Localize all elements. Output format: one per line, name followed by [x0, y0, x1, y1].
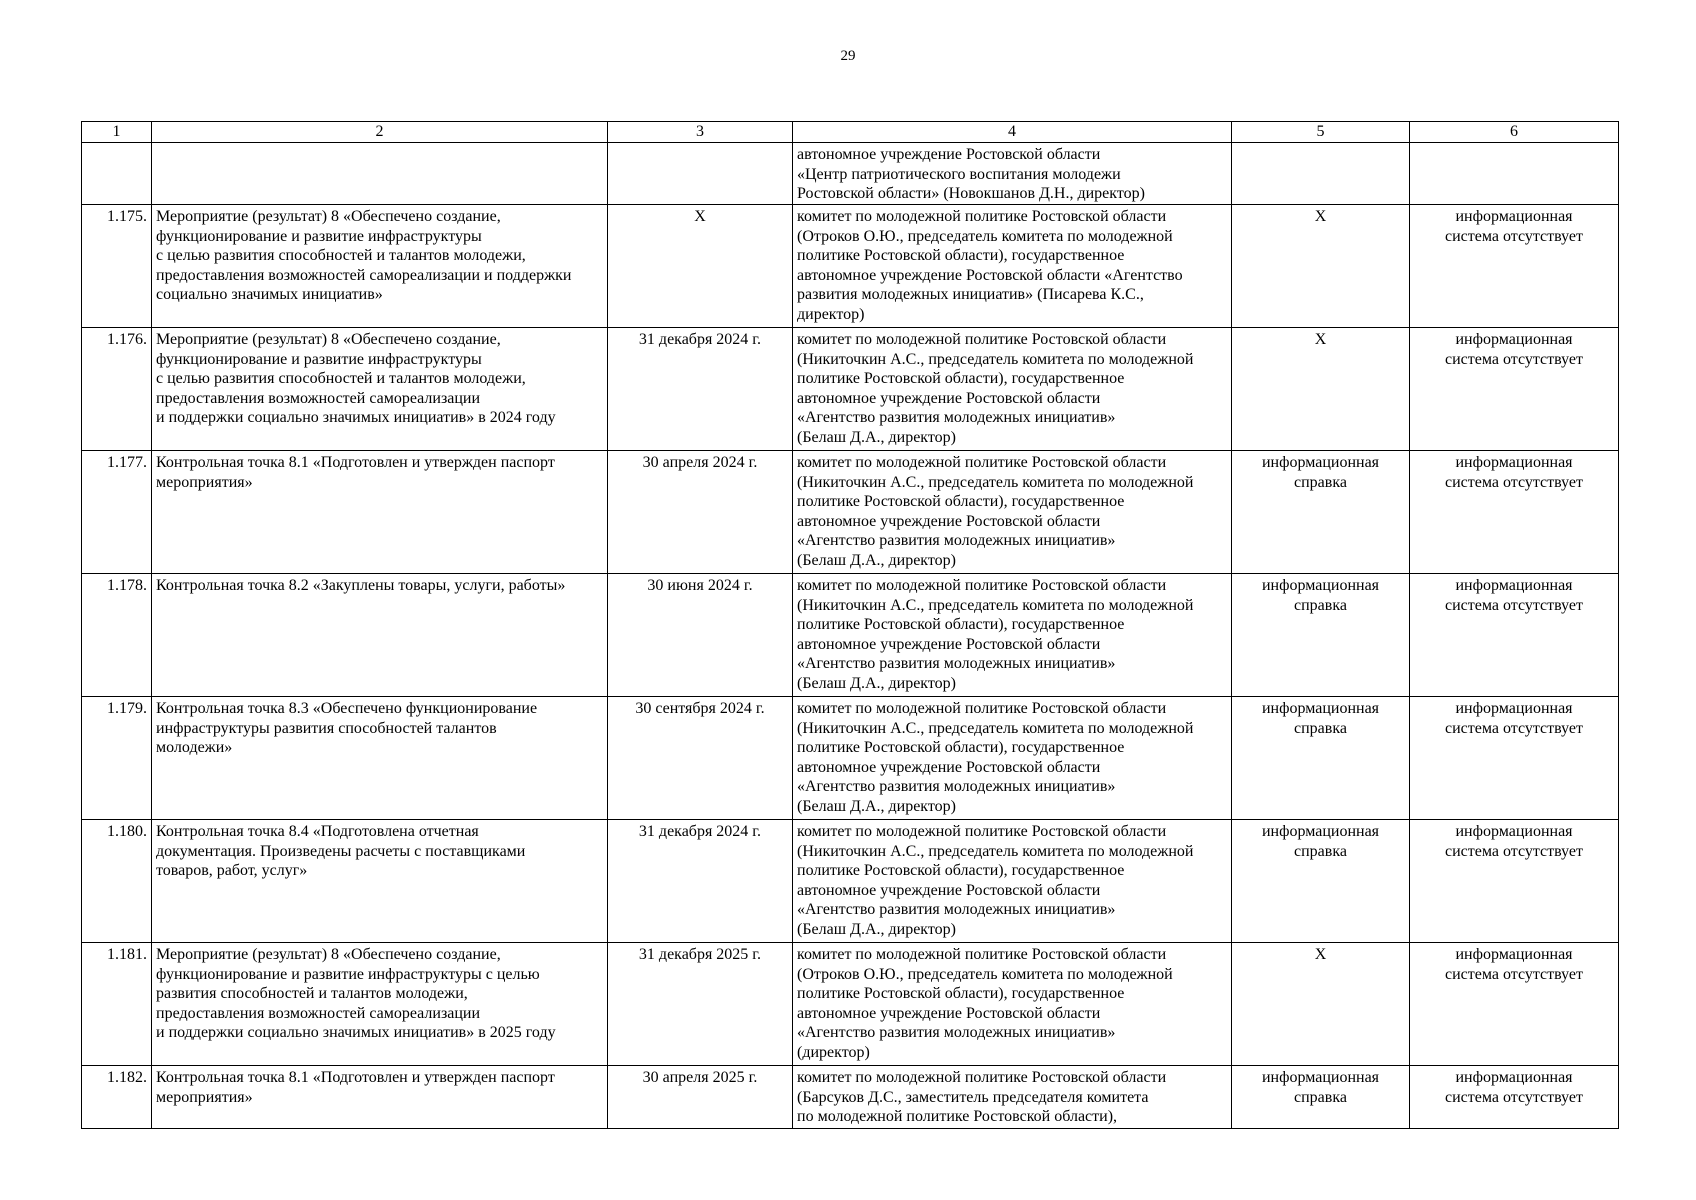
- confirming-document: Х: [1232, 943, 1410, 1066]
- responsible-executor: комитет по молодежной политике Ростовской области (Отроков О.Ю., председатель комитета по молодежной политике Ростовской области), государственное автономное учреждение Ростовской области «Агентство развития молодежных инициатив» (директор): [793, 943, 1232, 1066]
- confirming-document: информационная справка: [1232, 451, 1410, 574]
- confirming-document: информационная справка: [1232, 697, 1410, 820]
- responsible-executor: комитет по молодежной политике Ростовской области (Отроков О.Ю., председатель комитета по молодежной политике Ростовской области), государственное автономное учреждение Ростовской области «Агентство развития молодежных инициатив» (Писарева К.С., директор): [793, 205, 1232, 328]
- deadline: 31 декабря 2024 г.: [608, 820, 793, 943]
- table-row: [82, 328, 1619, 451]
- information-system: информационная система отсутствует: [1410, 1066, 1619, 1129]
- event-name: Контрольная точка 8.1 «Подготовлен и утвержден паспорт мероприятия»: [152, 451, 608, 574]
- information-system: информационная система отсутствует: [1410, 205, 1619, 328]
- responsible-executor: автономное учреждение Ростовской области «Центр патриотического воспитания молодежи Ростовской области» (Новокшанов Д.Н., директор): [793, 143, 1232, 205]
- table-row: [82, 820, 1619, 943]
- table-row: [82, 205, 1619, 328]
- information-system: информационная система отсутствует: [1410, 451, 1619, 574]
- information-system: информационная система отсутствует: [1410, 328, 1619, 451]
- row-number: 1.180.: [82, 820, 152, 943]
- deadline: 30 апреля 2024 г.: [608, 451, 793, 574]
- information-system: [1410, 143, 1619, 205]
- table-row: [82, 1066, 1619, 1129]
- column-header-5: 5: [1232, 122, 1410, 143]
- table-row: [82, 143, 1619, 205]
- deadline: 30 июня 2024 г.: [608, 574, 793, 697]
- deadline: Х: [608, 205, 793, 328]
- event-name: Контрольная точка 8.4 «Подготовлена отчетная документация. Произведены расчеты с поставщиками товаров, работ, услуг»: [152, 820, 608, 943]
- information-system: информационная система отсутствует: [1410, 574, 1619, 697]
- page-number: 29: [840, 48, 856, 64]
- confirming-document: информационная справка: [1232, 1066, 1410, 1129]
- event-name: Контрольная точка 8.1 «Подготовлен и утвержден паспорт мероприятия»: [152, 1066, 608, 1129]
- table-row: [82, 943, 1619, 1066]
- responsible-executor: комитет по молодежной политике Ростовской области (Никиточкин А.С., председатель комитета по молодежной политике Ростовской области), государственное автономное учреждение Ростовской области «Агентство развития молодежных инициатив» (Белаш Д.А., директор): [793, 451, 1232, 574]
- table-row: [82, 697, 1619, 820]
- responsible-executor: комитет по молодежной политике Ростовской области (Никиточкин А.С., председатель комитета по молодежной политике Ростовской области), государственное автономное учреждение Ростовской области «Агентство развития молодежных инициатив» (Белаш Д.А., директор): [793, 328, 1232, 451]
- event-name: Контрольная точка 8.3 «Обеспечено функционирование инфраструктуры развития способностей талантов молодежи»: [152, 697, 608, 820]
- row-number: 1.178.: [82, 574, 152, 697]
- table-row: [82, 451, 1619, 574]
- information-system: информационная система отсутствует: [1410, 943, 1619, 1066]
- responsible-executor: комитет по молодежной политике Ростовской области (Барсуков Д.С., заместитель председателя комитета по молодежной политике Ростовской области),: [793, 1066, 1232, 1129]
- row-number: 1.181.: [82, 943, 152, 1066]
- column-header-2: 2: [152, 122, 608, 143]
- confirming-document: Х: [1232, 328, 1410, 451]
- column-header-6: 6: [1410, 122, 1619, 143]
- row-number: 1.175.: [82, 205, 152, 328]
- event-name: Мероприятие (результат) 8 «Обеспечено создание, функционирование и развитие инфраструктуры с целью развития способностей и талантов молодежи, предоставления возможностей самореализации и поддержки социально значимых инициатив» в 2024 году: [152, 328, 608, 451]
- event-name: Мероприятие (результат) 8 «Обеспечено создание, функционирование и развитие инфраструктуры с целью развития способностей и талантов молодежи, предоставления возможностей самореализации и поддержки социально значимых инициатив» в 2025 году: [152, 943, 608, 1066]
- column-header-3: 3: [608, 122, 793, 143]
- row-number: [82, 143, 152, 205]
- confirming-document: информационная справка: [1232, 574, 1410, 697]
- plan-table: [81, 121, 1619, 1129]
- deadline: 31 декабря 2024 г.: [608, 328, 793, 451]
- confirming-document: информационная справка: [1232, 820, 1410, 943]
- deadline: 31 декабря 2025 г.: [608, 943, 793, 1066]
- information-system: информационная система отсутствует: [1410, 697, 1619, 820]
- event-name: [152, 143, 608, 205]
- information-system: информационная система отсутствует: [1410, 820, 1619, 943]
- responsible-executor: комитет по молодежной политике Ростовской области (Никиточкин А.С., председатель комитета по молодежной политике Ростовской области), государственное автономное учреждение Ростовской области «Агентство развития молодежных инициатив» (Белаш Д.А., директор): [793, 574, 1232, 697]
- responsible-executor: комитет по молодежной политике Ростовской области (Никиточкин А.С., председатель комитета по молодежной политике Ростовской области), государственное автономное учреждение Ростовской области «Агентство развития молодежных инициатив» (Белаш Д.А., директор): [793, 820, 1232, 943]
- row-number: 1.179.: [82, 697, 152, 820]
- deadline: 30 апреля 2025 г.: [608, 1066, 793, 1129]
- deadline: [608, 143, 793, 205]
- row-number: 1.176.: [82, 328, 152, 451]
- column-header-1: 1: [82, 122, 152, 143]
- row-number: 1.182.: [82, 1066, 152, 1129]
- deadline: 30 сентября 2024 г.: [608, 697, 793, 820]
- table-row: [82, 574, 1619, 697]
- row-number: 1.177.: [82, 451, 152, 574]
- responsible-executor: комитет по молодежной политике Ростовской области (Никиточкин А.С., председатель комитета по молодежной политике Ростовской области), государственное автономное учреждение Ростовской области «Агентство развития молодежных инициатив» (Белаш Д.А., директор): [793, 697, 1232, 820]
- event-name: Контрольная точка 8.2 «Закуплены товары, услуги, работы»: [152, 574, 608, 697]
- column-header-4: 4: [793, 122, 1232, 143]
- confirming-document: Х: [1232, 205, 1410, 328]
- event-name: Мероприятие (результат) 8 «Обеспечено создание, функционирование и развитие инфраструктуры с целью развития способностей и талантов молодежи, предоставления возможностей самореализации и поддержки социально значимых инициатив»: [152, 205, 608, 328]
- header-row: [82, 122, 1619, 143]
- confirming-document: [1232, 143, 1410, 205]
